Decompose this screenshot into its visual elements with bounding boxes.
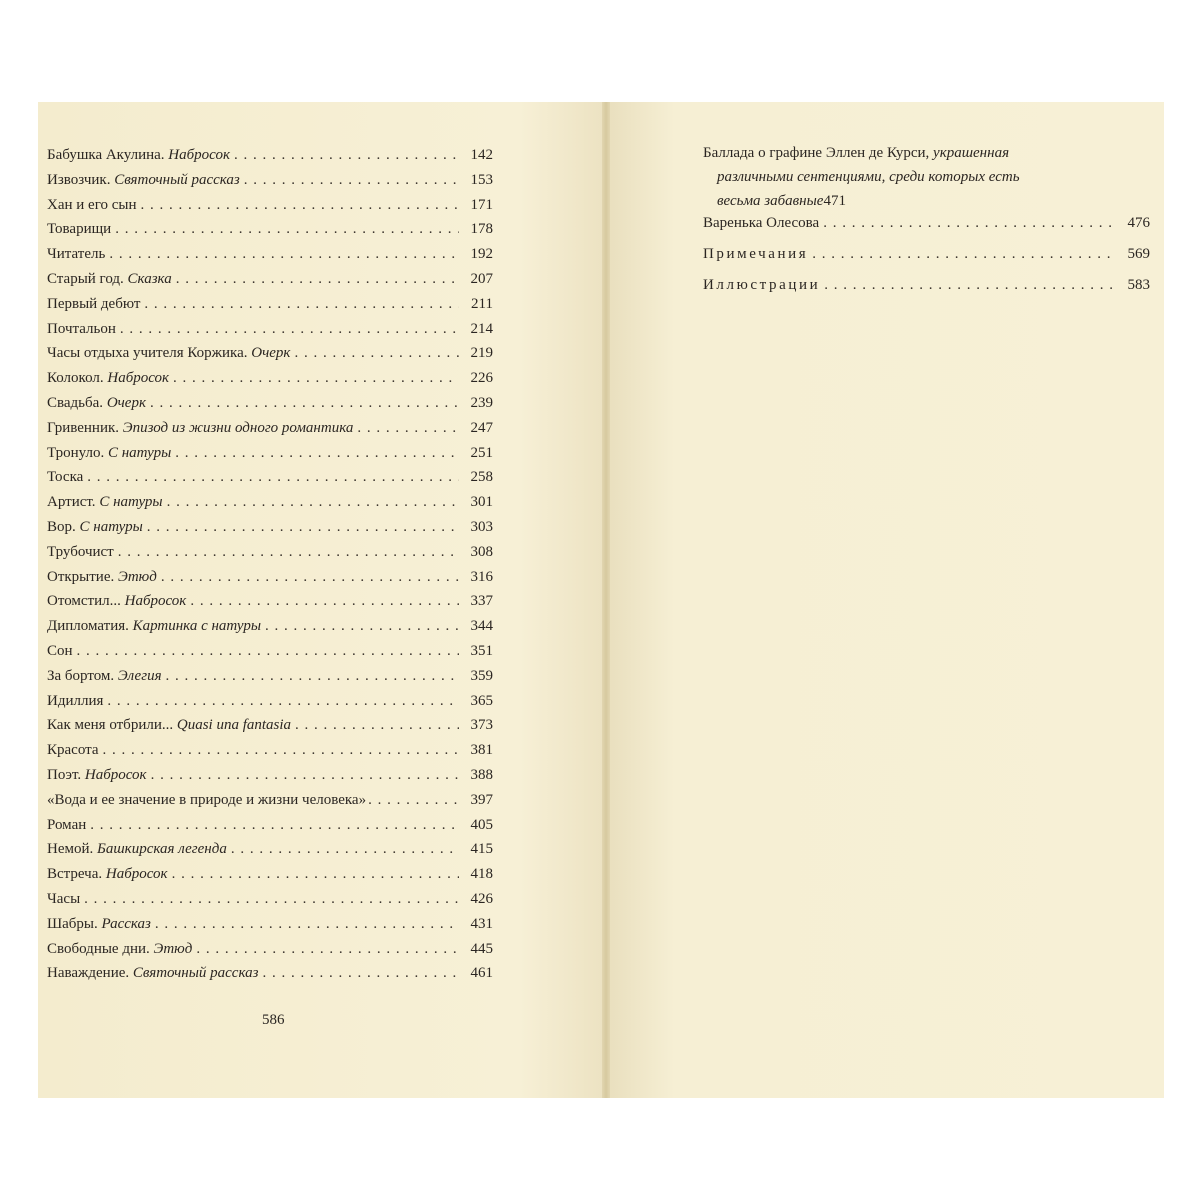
toc-entry[interactable] [47, 197, 493, 222]
toc-entry[interactable] [47, 817, 493, 842]
entry-subtitle: Элегия [117, 667, 162, 684]
entry-title: Часы отдыха учителя Коржика. [47, 345, 248, 362]
entry-page-number: 344 [470, 618, 493, 635]
entry-page-number: 397 [470, 791, 493, 808]
entry-page-number: 258 [470, 469, 493, 486]
entry-title: Как меня отбрили... [47, 717, 174, 734]
entry-title: Извозчик. [47, 171, 111, 188]
entry-page-number: 142 [470, 147, 493, 163]
toc-entry[interactable] [47, 321, 493, 346]
ballad-line-1 [703, 141, 1150, 165]
toc-entry[interactable] [47, 544, 493, 569]
toc-entry[interactable] [47, 767, 493, 792]
toc-entry[interactable] [47, 345, 493, 370]
entry-title: Наваждение. [47, 965, 130, 982]
entry-subtitle: С натуры [99, 494, 163, 511]
toc-entry[interactable] [47, 618, 493, 643]
dot-leader [141, 197, 460, 214]
toc-entry-ballad[interactable] [703, 141, 1150, 213]
entry-subtitle: Очерк [251, 345, 291, 362]
entry-title: Часы [47, 890, 81, 907]
toc-left-list [47, 147, 493, 990]
toc-entry[interactable] [47, 593, 493, 618]
entry-page-number: 381 [470, 742, 493, 759]
dot-leader [118, 544, 459, 561]
entry-subtitle: Quasi una fantasia [176, 717, 292, 734]
toc-entry[interactable] [47, 965, 493, 990]
toc-entry[interactable] [47, 494, 493, 519]
entry-page-number: 316 [470, 568, 493, 585]
toc-entry[interactable] [47, 420, 493, 445]
entry-subtitle-continued: различными сентенциями, среди которых есть [717, 169, 1020, 185]
entry-page-number: 405 [470, 816, 493, 833]
toc-entry[interactable] [47, 668, 493, 693]
entry-page-number: 351 [470, 642, 493, 659]
book-gutter [602, 102, 610, 1098]
entry-page-number: 214 [470, 320, 493, 337]
dot-leader [231, 841, 459, 858]
dot-leader [824, 277, 1116, 294]
entry-page-number: 359 [470, 667, 493, 684]
entry-subtitle: С натуры [79, 518, 143, 535]
entry-title: Открытие. [47, 568, 115, 585]
ballad-line-3 [703, 189, 1150, 213]
toc-entry[interactable] [47, 717, 493, 742]
dot-leader [77, 643, 459, 660]
entry-subtitle: Сказка [127, 270, 172, 287]
dot-leader [109, 246, 459, 263]
dot-leader [172, 866, 459, 883]
entry-title: Почтальон [47, 320, 116, 337]
dot-leader [812, 246, 1116, 263]
entry-page-number: 219 [470, 345, 493, 362]
page-folio: 586 [262, 1012, 285, 1028]
toc-entry[interactable] [47, 296, 493, 321]
entry-title: Примечания [703, 245, 809, 262]
entry-page-number: 476 [1127, 215, 1150, 231]
entry-page-number: 239 [470, 394, 493, 411]
entry-title: Варенька Олесова [703, 215, 820, 231]
toc-entry[interactable] [47, 891, 493, 916]
entry-page-number: 301 [470, 494, 493, 511]
entry-page-number: 171 [470, 196, 493, 213]
dot-leader [295, 717, 459, 734]
dot-leader [90, 817, 459, 834]
toc-entry[interactable] [47, 866, 493, 891]
entry-page-number: 569 [1127, 245, 1150, 262]
entry-title: Тоска [47, 469, 84, 486]
dot-leader [155, 916, 459, 933]
entry-subtitle: Рассказ [101, 915, 151, 932]
entry-title: Свободные дни. [47, 940, 150, 957]
entry-title: За бортом. [47, 667, 115, 684]
entry-title: Баллада о графине Эллен де Курси, [703, 145, 930, 161]
toc-entry[interactable] [47, 792, 493, 817]
entry-subtitle: Эпизод из жизни одного романтика [122, 419, 354, 436]
entry-page-number: 337 [470, 593, 493, 610]
dot-leader [294, 345, 459, 362]
ballad-line-2 [703, 165, 1150, 189]
entry-title: Трубочист [47, 543, 114, 560]
entry-page-number: 418 [470, 866, 493, 883]
toc-entry[interactable] [47, 469, 493, 494]
entry-title: Встреча. [47, 866, 103, 883]
toc-entry[interactable] [47, 172, 493, 197]
toc-entry[interactable] [47, 221, 493, 246]
entry-page-number: 373 [470, 717, 493, 734]
toc-right-list [703, 141, 1150, 301]
entry-title: Сон [47, 642, 73, 659]
dot-leader [234, 147, 459, 164]
entry-page-number: 226 [470, 370, 493, 387]
entry-title: Читатель [47, 246, 106, 263]
entry-page-number: 415 [470, 841, 493, 858]
toc-entry[interactable] [47, 693, 493, 718]
entry-subtitle: Набросок [168, 147, 230, 163]
entry-page-number: 153 [470, 171, 493, 188]
entry-page-number: 308 [470, 543, 493, 560]
entry-page-number: 365 [470, 692, 493, 709]
toc-entry[interactable] [47, 569, 493, 594]
entry-subtitle: Этюд [118, 568, 157, 585]
toc-entry[interactable] [703, 246, 1150, 271]
entry-title: Свадьба. [47, 394, 104, 411]
entry-title: «Вода и ее значение в природе и жизни человека» [47, 791, 367, 808]
entry-title: Первый дебют [47, 295, 141, 312]
entry-title: Немой. [47, 841, 94, 858]
entry-title: Шабры. [47, 915, 98, 932]
toc-entry[interactable] [47, 841, 493, 866]
entry-title: Бабушка Акулина. [47, 147, 165, 163]
dot-leader [115, 221, 459, 238]
entry-title: Роман [47, 816, 87, 833]
entry-subtitle-end: весьма забавные [717, 193, 824, 209]
entry-page-number: 207 [470, 270, 493, 287]
entry-subtitle: Очерк [106, 394, 146, 411]
dot-leader [161, 569, 459, 586]
dot-leader [167, 494, 459, 511]
entry-title: Вор. [47, 518, 76, 535]
dot-leader [265, 618, 459, 635]
entry-subtitle: Башкирская легенда [97, 841, 227, 858]
toc-entry[interactable] [47, 395, 493, 420]
entry-title: Иллюстрации [703, 276, 821, 293]
dot-leader [84, 891, 459, 908]
toc-entry[interactable] [47, 370, 493, 395]
entry-page-number: 388 [470, 766, 493, 783]
dot-leader [151, 767, 459, 784]
entry-title: Тронуло. [47, 444, 105, 461]
entry-page-number: 247 [470, 419, 493, 436]
entry-subtitle: Картинка с натуры [132, 618, 261, 635]
entry-page-number: 211 [471, 295, 493, 312]
toc-entry[interactable] [47, 271, 493, 296]
dot-leader [166, 668, 459, 685]
entry-title: Колокол. [47, 370, 104, 387]
dot-leader [196, 941, 459, 958]
toc-entry[interactable] [47, 246, 493, 271]
toc-entry[interactable] [47, 147, 493, 172]
dot-leader [107, 693, 459, 710]
entry-subtitle: Набросок [105, 866, 168, 883]
dot-leader [190, 593, 459, 610]
entry-subtitle: Набросок [107, 370, 170, 387]
entry-page-number: 445 [470, 940, 493, 957]
entry-title: Идиллия [47, 692, 104, 709]
dot-leader [368, 792, 463, 809]
entry-page-number: 251 [470, 444, 493, 461]
dot-leader [144, 296, 459, 313]
entry-title: Дипломатия. [47, 618, 129, 635]
dot-leader [120, 321, 459, 338]
dot-leader [87, 469, 459, 486]
entry-subtitle: С натуры [107, 444, 172, 461]
entry-title: Товарищи [47, 221, 112, 238]
entry-title: Старый год. [47, 270, 124, 287]
toc-entry[interactable] [47, 916, 493, 941]
dot-leader [244, 172, 459, 189]
toc-entry[interactable] [703, 215, 1150, 240]
entry-page-number: 461 [470, 965, 493, 982]
dot-leader [357, 420, 459, 437]
toc-entry[interactable] [47, 941, 493, 966]
dot-leader [262, 965, 459, 982]
toc-entry[interactable] [703, 277, 1150, 302]
entry-page-number: 431 [470, 915, 493, 932]
entry-page-number: 303 [470, 518, 493, 535]
dot-leader [150, 395, 459, 412]
toc-entry[interactable] [47, 742, 493, 767]
toc-entry[interactable] [47, 445, 493, 470]
toc-entry[interactable] [47, 519, 493, 544]
dot-leader [823, 215, 1116, 232]
entry-title: Хан и его сын [47, 196, 137, 213]
entry-title: Поэт. [47, 766, 82, 783]
entry-subtitle: Набросок [124, 593, 187, 610]
entry-title: Отомстил... [47, 593, 121, 610]
entry-subtitle: Набросок [84, 766, 147, 783]
entry-title: Гривенник. [47, 419, 120, 436]
dot-leader [147, 519, 459, 536]
entry-page-number: 583 [1127, 276, 1150, 293]
entry-subtitle: украшенная [933, 145, 1010, 161]
dot-leader [176, 271, 459, 288]
entry-subtitle: Святочный рассказ [132, 965, 259, 982]
entry-title: Красота [47, 742, 99, 759]
entry-page-number: 471 [823, 193, 846, 209]
dot-leader [103, 742, 459, 759]
toc-entry[interactable] [47, 643, 493, 668]
dot-leader [175, 445, 459, 462]
entry-title: Артист. [47, 494, 96, 511]
entry-page-number: 192 [470, 246, 493, 263]
entry-page-number: 178 [470, 221, 493, 238]
entry-subtitle: Этюд [153, 940, 193, 957]
dot-leader [173, 370, 459, 387]
entry-page-number: 426 [470, 890, 493, 907]
entry-subtitle: Святочный рассказ [114, 171, 240, 188]
